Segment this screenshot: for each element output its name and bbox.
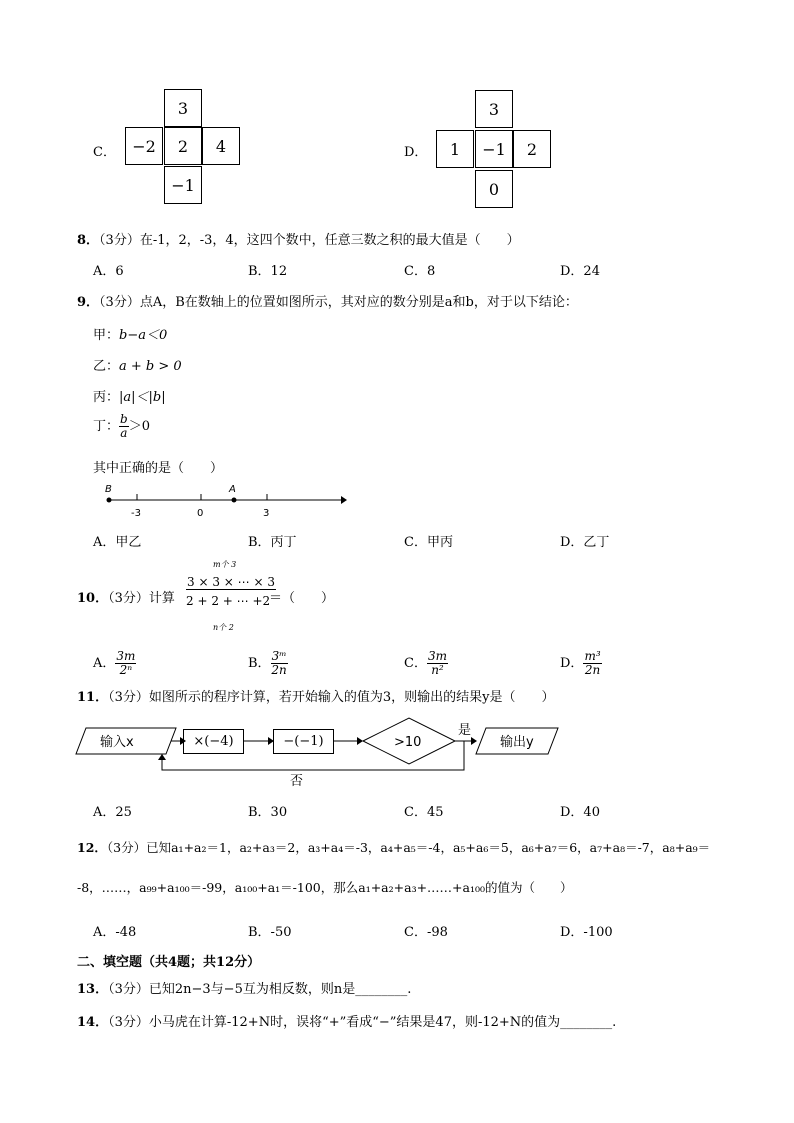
option-b[interactable]: B．12 (248, 264, 288, 279)
option-b[interactable]: B． $\frac{\text{3ᵐ}}{2n}$ (248, 649, 287, 678)
question-tail: ＝（ ） (269, 591, 335, 606)
option-b[interactable]: B．-50 (248, 925, 292, 940)
net-cell-bottom: −1 (164, 166, 202, 204)
question-text-line1: （3分）已知a₁+a₂＝1，a₂+a₃＝2，a₃+a₄＝-3，a₄+a₅＝-4，a₅+a₆＝5，a₆+a₇＝6，a₇+a₈＝-7，a₈+a₉＝ (106, 840, 711, 855)
tick-label: -3 (131, 508, 141, 519)
option-c[interactable]: C． $\frac{3m}{\text{n²}}$ (404, 649, 447, 678)
fraction-numerator: 3 × 3 × ⋯ × 3 (187, 575, 275, 589)
question-14 (77, 1011, 616, 1030)
option-d[interactable]: D．-100 (560, 925, 613, 940)
question-text: （3分）已知2n−3与−5互为相反数，则n是________. (108, 982, 412, 997)
input-box-label: 输入x (100, 735, 134, 750)
net-cell-center: −1 (475, 130, 513, 168)
condition-label: >10 (394, 735, 422, 750)
net-cell-left: −2 (125, 127, 163, 165)
net-cell-top: 3 (475, 90, 513, 128)
question-text: （3分）在-1，2，-3，4，这四个数中，任意三数之积的最大值是（ ） (99, 233, 520, 248)
question-number: 8． (77, 233, 100, 248)
question-text-line2: -8，……，a₉₉+a₁₀₀＝-99，a₁₀₀+a₁＝-100，那么a₁+a₂+a₃+……+a₁₀₀的值为（ ） (77, 880, 573, 895)
net-cell-bottom: 0 (475, 170, 513, 208)
section-heading: 二、填空题（共4题；共12分） (77, 955, 261, 970)
question-number: 10． (77, 591, 109, 606)
question-text: （3分）小马虎在计算-12+N时，误将“+”看成“−”结果是47，则-12+N的值为________. (108, 1015, 617, 1030)
statement-label: 乙： (93, 359, 120, 374)
statement-label: 甲： (93, 328, 120, 343)
net-cell-top: 3 (164, 89, 202, 127)
subtract-box: −(−1) (273, 729, 334, 754)
statement-ding-rest: ＞0 (128, 419, 150, 435)
den-brace-label: n个 2 (213, 623, 234, 632)
question-number: 11． (77, 690, 109, 705)
yes-label: 是 (458, 723, 472, 738)
option-a[interactable]: A．6 (93, 264, 124, 279)
option-c[interactable]: C．8 (404, 264, 436, 279)
num-brace-label: m个 3 (213, 560, 237, 569)
multiply-box: ×(−4) (183, 729, 244, 754)
option-d[interactable]: D．24 (560, 264, 600, 279)
question-text: （3分）计算 (108, 591, 175, 606)
option-c[interactable]: C．-98 (404, 925, 448, 940)
option-c[interactable]: C．45 (404, 805, 444, 820)
tick-label: 0 (197, 508, 204, 519)
tick-label: 3 (263, 508, 270, 519)
question-number: 9． (77, 295, 100, 310)
point-b-label: B (105, 484, 112, 495)
question-text: （3分）如图所示的程序计算，若开始输入的值为3，则输出的结果y是（ ） (108, 690, 555, 705)
option-b[interactable]: B．丙丁 (248, 535, 297, 550)
net-cell-right: 4 (202, 127, 240, 165)
question-number: 14． (77, 1015, 109, 1030)
option-d[interactable]: D． $\frac{\text{m³}}{2n}$ (560, 649, 601, 678)
net-cell-right: 2 (513, 130, 551, 168)
no-label: 否 (290, 774, 304, 789)
option-b[interactable]: B．30 (248, 805, 288, 820)
number-line (95, 478, 350, 520)
question-prompt: 其中正确的是（ ） (93, 461, 224, 476)
option-c[interactable]: C．甲丙 (404, 535, 453, 550)
question-number: 13． (77, 982, 109, 997)
question-13 (77, 978, 411, 997)
fraction-denominator: 2 + 2 + ⋯ +2 (186, 594, 271, 608)
option-a[interactable]: A．25 (93, 805, 132, 820)
output-box-label: 输出y (500, 735, 534, 750)
net-cell-center: 2 (164, 127, 202, 165)
option-a[interactable]: A． $\frac{3m}{\text{2ⁿ}}$ (93, 649, 136, 678)
option-a[interactable]: A．-48 (93, 925, 137, 940)
option-d[interactable]: D．40 (560, 805, 600, 820)
option-label: C． (93, 145, 116, 160)
statement-label: 丙： (93, 390, 120, 405)
net-cell-left: 1 (436, 130, 474, 168)
statement-label: 丁： (93, 419, 120, 435)
statement-yi: a + b > 0 (119, 359, 182, 374)
option-label: D． (404, 145, 428, 160)
statement-bing: |a|＜|b| (119, 390, 166, 405)
question-text: （3分）点A，B在数轴上的位置如图所示，其对应的数分别是a和b，对于以下结论： (99, 295, 578, 310)
option-a[interactable]: A．甲乙 (93, 535, 142, 550)
statement-jia: b−a＜0 (119, 328, 168, 343)
statement-ding-fraction: $\frac{b}{a}$ (120, 412, 128, 441)
question-number: 12． (77, 840, 107, 855)
point-a-label: A (229, 484, 236, 495)
option-d[interactable]: D．乙丁 (560, 535, 610, 550)
